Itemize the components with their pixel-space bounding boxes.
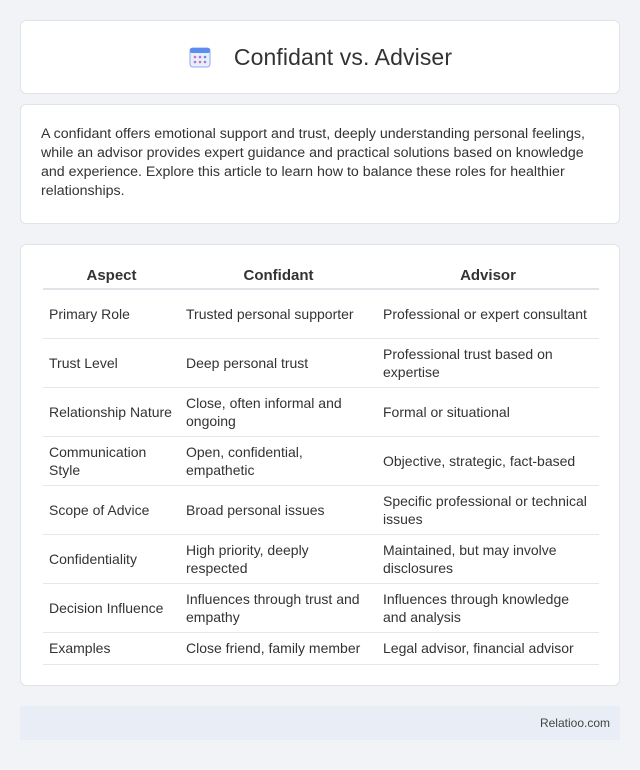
table-row (43, 534, 599, 583)
confidant-cell: Close, often informal and ongoing (180, 387, 377, 436)
advisor-cell: Legal advisor, financial advisor (377, 632, 599, 664)
confidant-cell: Close friend, family member (180, 632, 377, 664)
aspect-cell: Communication Style (43, 436, 180, 485)
aspect-cell: Primary Role (43, 289, 180, 338)
header-advisor: Advisor (377, 263, 599, 289)
table-row (43, 485, 599, 534)
table-row (43, 387, 599, 436)
confidant-cell: Influences through trust and empathy (180, 583, 377, 632)
footer-brand-link[interactable]: Relatioo.com (539, 716, 610, 730)
table-row (43, 289, 599, 338)
intro-card (20, 104, 620, 224)
advisor-cell: Formal or situational (377, 387, 599, 436)
title-card (20, 20, 620, 94)
header-aspect: Aspect (43, 263, 180, 289)
advisor-cell: Professional or expert consultant (377, 289, 599, 338)
confidant-cell: Deep personal trust (180, 338, 377, 387)
table-row (43, 632, 599, 664)
advisor-cell: Maintained, but may involve disclosures (377, 534, 599, 583)
table-row (43, 583, 599, 632)
aspect-cell: Trust Level (43, 338, 180, 387)
header-confidant: Confidant (180, 263, 377, 289)
aspect-cell: Scope of Advice (43, 485, 180, 534)
table-row (43, 338, 599, 387)
table-row (43, 436, 599, 485)
confidant-cell: High priority, deeply respected (180, 534, 377, 583)
confidant-cell: Open, confidential, empathetic (180, 436, 377, 485)
comparison-card (20, 244, 620, 686)
confidant-cell: Trusted personal supporter (180, 289, 377, 338)
aspect-cell: Relationship Nature (43, 387, 180, 436)
aspect-cell: Examples (43, 632, 180, 664)
aspect-cell: Confidentiality (43, 534, 180, 583)
advisor-cell: Professional trust based on expertise (377, 338, 599, 387)
page-title: Confidant vs. Adviser (233, 43, 453, 70)
advisor-cell: Objective, strategic, fact-based (377, 436, 599, 485)
confidant-cell: Broad personal issues (180, 485, 377, 534)
footer (20, 706, 620, 740)
intro-paragraph: A confidant offers emotional support and trust, deeply understanding personal feelings, while an advisor provides expert guidance and practical solutions based on knowledge and experience. Explore this article to learn how to balance these roles for healthier relationships. (41, 126, 585, 199)
table-header-row (43, 263, 599, 289)
advisor-cell: Specific professional or technical issues (377, 485, 599, 534)
comparison-table (43, 263, 599, 665)
aspect-cell: Decision Influence (43, 583, 180, 632)
advisor-cell: Influences through knowledge and analysis (377, 583, 599, 632)
calendar-icon (188, 45, 212, 69)
